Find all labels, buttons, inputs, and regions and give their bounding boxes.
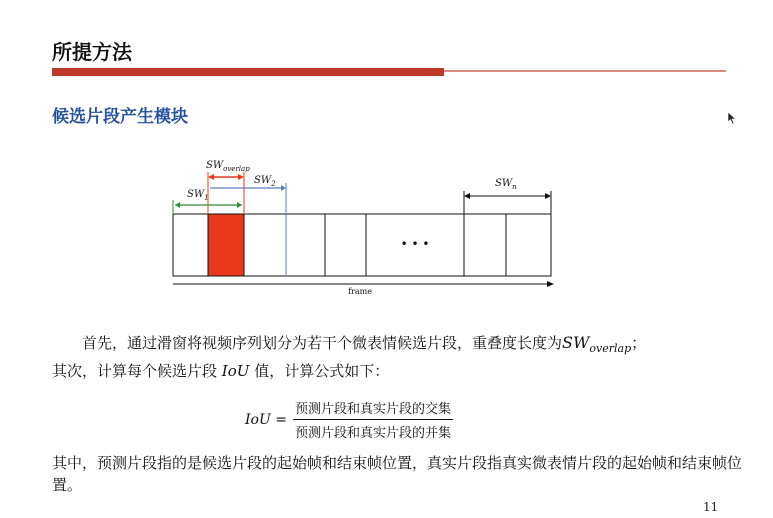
slide-title: 所提方法 bbox=[52, 40, 132, 64]
paragraph-1-line-2: 其次，计算每个候选片段 IoU 值，计算公式如下： bbox=[52, 362, 390, 381]
title-accent-bar bbox=[52, 68, 444, 76]
formula-lhs: IoU = bbox=[245, 411, 287, 428]
page-number: 11 bbox=[703, 500, 719, 514]
iou-formula bbox=[245, 398, 453, 441]
swn-label: $SW_n$ bbox=[495, 178, 517, 191]
sw1-arrowhead-right bbox=[237, 202, 242, 208]
sw-overlap-symbol: $SW_{overlap}$ bbox=[562, 333, 632, 356]
swn-arrowhead-left bbox=[464, 193, 470, 199]
sw1-label: $SW_1$ bbox=[187, 189, 209, 202]
frame-label: frame bbox=[348, 287, 372, 296]
paragraph-2: 其中，预测片段指的是候选片段的起始帧和结束帧位置，真实片段指真实微表情片段的起始帧和结束帧位置。 bbox=[52, 454, 743, 494]
sliding-window-diagram bbox=[160, 155, 560, 297]
ellipsis: • • • bbox=[400, 237, 430, 251]
formula-denominator: 预测片段和真实片段的并集 bbox=[294, 426, 451, 441]
sw-overlap-arrowhead-left bbox=[208, 174, 214, 180]
sw2-label: $SW_2$ bbox=[254, 175, 276, 188]
section-title: 候选片段产生模块 bbox=[52, 107, 188, 127]
overlap-region bbox=[208, 214, 244, 276]
title-divider-line bbox=[444, 70, 726, 72]
sw-overlap-arrowhead-right bbox=[238, 174, 244, 180]
sw1-arrowhead-left bbox=[175, 202, 180, 208]
paragraph-1-line-1: 首先，通过滑窗将视频序列划分为若干个微表情候选片段，重叠度长度为$SW_{overlap}$； bbox=[82, 333, 647, 356]
mouse-cursor-icon bbox=[727, 110, 737, 129]
formula-numerator: 预测片段和真实片段的交集 bbox=[293, 398, 453, 420]
swn-arrowhead-right bbox=[545, 193, 551, 199]
sw-overlap-label: $SW_{overlap}$ bbox=[206, 160, 250, 173]
sw2-arrowhead-right bbox=[281, 185, 286, 191]
paragraph-1 bbox=[52, 332, 742, 382]
formula-fraction bbox=[293, 398, 453, 441]
iou-symbol: IoU bbox=[221, 362, 250, 381]
frame-arrowhead bbox=[547, 281, 554, 287]
